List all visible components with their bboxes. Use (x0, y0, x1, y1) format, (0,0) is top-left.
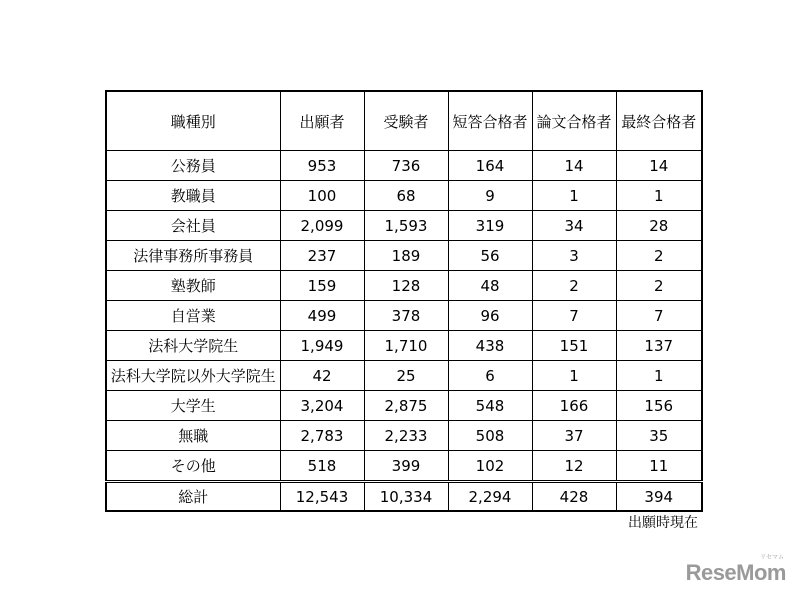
cell-short-answer: 6 (448, 361, 532, 391)
as-of-note: 出願時現在 (628, 515, 698, 531)
total-label: 総計 (106, 482, 280, 512)
cell-applicants: 3,204 (280, 391, 364, 421)
table-header-row (106, 91, 702, 151)
cell-essay: 3 (532, 241, 616, 271)
cell-applicants: 100 (280, 181, 364, 211)
total-short-answer: 2,294 (448, 482, 532, 512)
cell-short-answer: 9 (448, 181, 532, 211)
cell-examinees: 189 (364, 241, 448, 271)
header-examinees: 受験者 (364, 91, 448, 151)
cell-applicants: 2,099 (280, 211, 364, 241)
cell-applicants: 499 (280, 301, 364, 331)
cell-final: 28 (616, 211, 702, 241)
cell-occupation: 教職員 (106, 181, 280, 211)
cell-occupation: 自営業 (106, 301, 280, 331)
cell-final: 156 (616, 391, 702, 421)
cell-examinees: 1,593 (364, 211, 448, 241)
table-row (106, 211, 702, 241)
cell-applicants: 2,783 (280, 421, 364, 451)
cell-short-answer: 164 (448, 151, 532, 181)
table-row (106, 151, 702, 181)
cell-final: 1 (616, 361, 702, 391)
header-final-passers: 最終合格者 (616, 91, 702, 151)
table-row (106, 331, 702, 361)
total-applicants: 12,543 (280, 482, 364, 512)
cell-short-answer: 48 (448, 271, 532, 301)
cell-short-answer: 56 (448, 241, 532, 271)
total-final: 394 (616, 482, 702, 512)
cell-occupation: 塾教師 (106, 271, 280, 301)
cell-examinees: 25 (364, 361, 448, 391)
table-row (106, 241, 702, 271)
cell-essay: 12 (532, 451, 616, 482)
cell-examinees: 736 (364, 151, 448, 181)
cell-short-answer: 102 (448, 451, 532, 482)
table-row (106, 361, 702, 391)
cell-examinees: 128 (364, 271, 448, 301)
cell-occupation: 法科大学院以外大学院生 (106, 361, 280, 391)
table-row (106, 181, 702, 211)
cell-examinees: 68 (364, 181, 448, 211)
cell-applicants: 159 (280, 271, 364, 301)
applicants-table-container (105, 90, 701, 512)
total-examinees: 10,334 (364, 482, 448, 512)
cell-applicants: 42 (280, 361, 364, 391)
cell-final: 35 (616, 421, 702, 451)
cell-essay: 1 (532, 361, 616, 391)
logo-sub-text: リセマム (760, 555, 784, 561)
cell-short-answer: 548 (448, 391, 532, 421)
cell-applicants: 1,949 (280, 331, 364, 361)
cell-occupation: その他 (106, 451, 280, 482)
cell-examinees: 378 (364, 301, 448, 331)
cell-occupation: 公務員 (106, 151, 280, 181)
header-short-answer-passers: 短答合格者 (448, 91, 532, 151)
table-row (106, 271, 702, 301)
cell-essay: 166 (532, 391, 616, 421)
cell-essay: 14 (532, 151, 616, 181)
cell-occupation: 大学生 (106, 391, 280, 421)
cell-final: 2 (616, 241, 702, 271)
applicants-by-occupation-table (105, 90, 703, 512)
cell-short-answer: 96 (448, 301, 532, 331)
table-row (106, 301, 702, 331)
cell-final: 11 (616, 451, 702, 482)
resemom-logo (685, 555, 786, 586)
table-row (106, 391, 702, 421)
cell-essay: 7 (532, 301, 616, 331)
header-essay-passers: 論文合格者 (532, 91, 616, 151)
cell-applicants: 953 (280, 151, 364, 181)
cell-examinees: 2,233 (364, 421, 448, 451)
cell-occupation: 無職 (106, 421, 280, 451)
cell-short-answer: 438 (448, 331, 532, 361)
cell-examinees: 2,875 (364, 391, 448, 421)
cell-final: 14 (616, 151, 702, 181)
table-row (106, 451, 702, 482)
total-essay: 428 (532, 482, 616, 512)
cell-essay: 151 (532, 331, 616, 361)
cell-final: 137 (616, 331, 702, 361)
cell-applicants: 237 (280, 241, 364, 271)
table-row (106, 421, 702, 451)
cell-essay: 34 (532, 211, 616, 241)
cell-essay: 37 (532, 421, 616, 451)
cell-essay: 1 (532, 181, 616, 211)
cell-final: 1 (616, 181, 702, 211)
cell-applicants: 518 (280, 451, 364, 482)
cell-essay: 2 (532, 271, 616, 301)
cell-final: 7 (616, 301, 702, 331)
total-row (106, 482, 702, 512)
cell-final: 2 (616, 271, 702, 301)
logo-text: ReseMom (685, 560, 786, 585)
cell-occupation: 会社員 (106, 211, 280, 241)
header-applicants: 出願者 (280, 91, 364, 151)
cell-examinees: 1,710 (364, 331, 448, 361)
cell-short-answer: 319 (448, 211, 532, 241)
cell-short-answer: 508 (448, 421, 532, 451)
cell-occupation: 法律事務所事務員 (106, 241, 280, 271)
header-occupation: 職種別 (106, 91, 280, 151)
cell-examinees: 399 (364, 451, 448, 482)
cell-occupation: 法科大学院生 (106, 331, 280, 361)
